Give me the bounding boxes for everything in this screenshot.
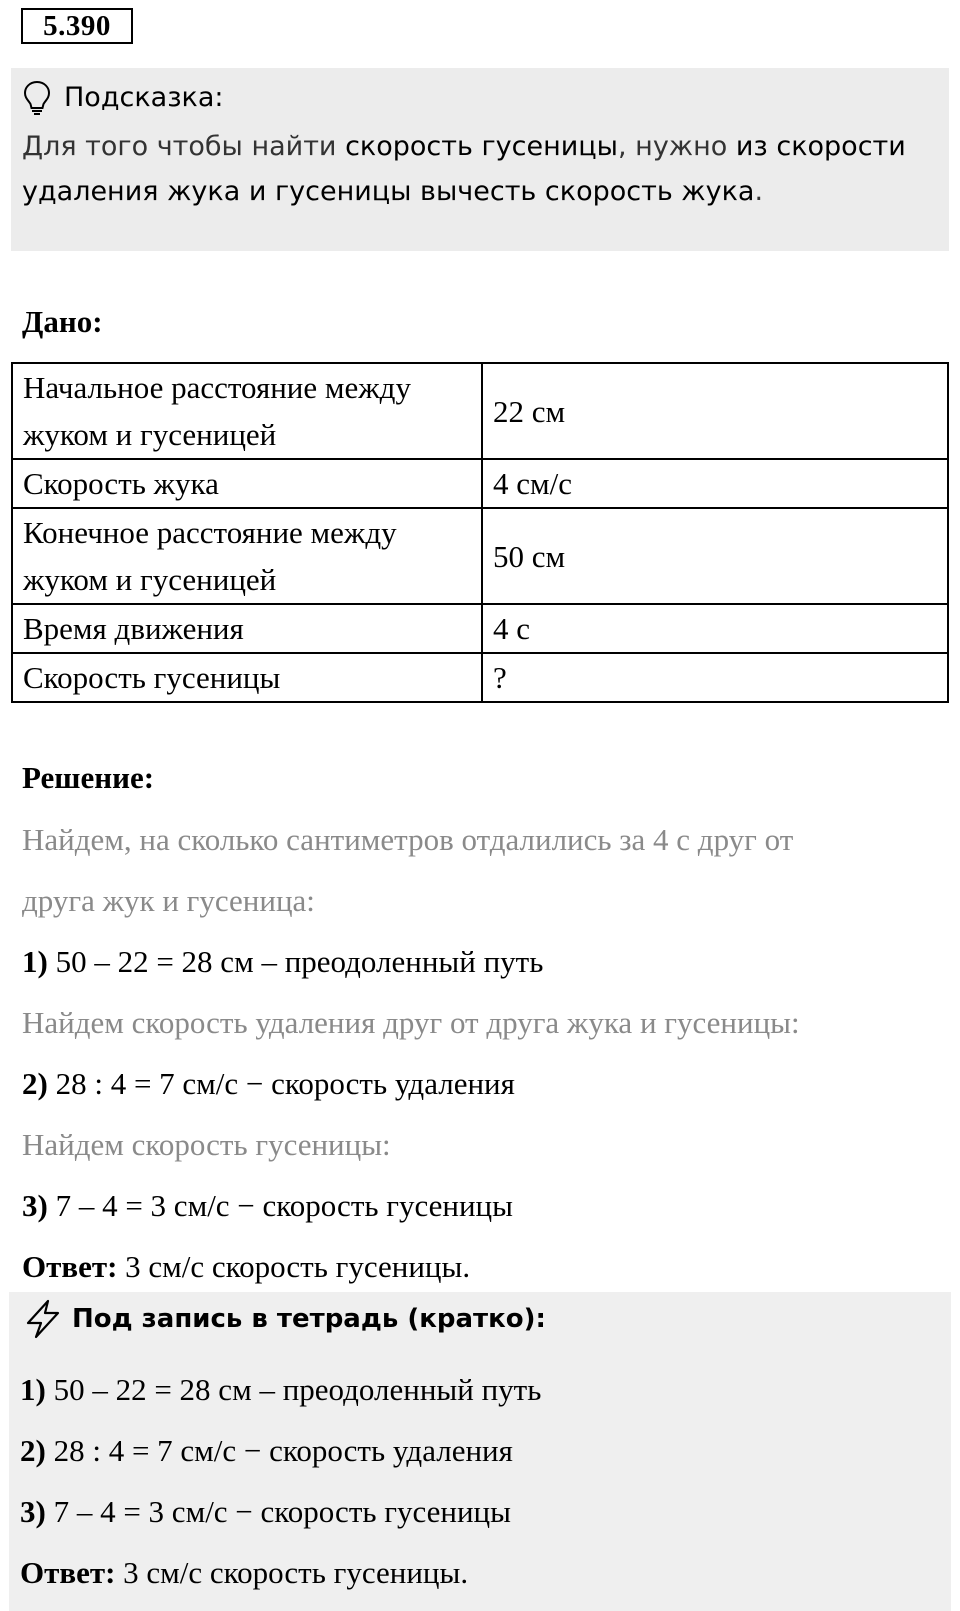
given-label: Время движения	[12, 604, 482, 653]
step-number: 2)	[20, 1433, 46, 1468]
given-table	[11, 362, 949, 703]
short-step	[20, 1431, 513, 1471]
hint-text-part: Для того чтобы найти	[22, 131, 346, 162]
problem-number: 5.390	[21, 8, 133, 44]
step-text: 50 – 22 = 28 см – преодоленный путь	[45, 1372, 542, 1407]
short-header	[22, 1298, 546, 1340]
solution-comment: Найдем скорость удаления друг от друга жука и гусеницы:	[22, 1005, 800, 1040]
short-answer	[20, 1553, 468, 1593]
solution-step	[22, 1064, 515, 1104]
given-label: Конечное расстояние между жуком и гусеницей	[12, 508, 482, 604]
step-text: 50 – 22 = 28 см – преодоленный путь	[47, 944, 544, 979]
solution-step	[22, 1186, 513, 1226]
solution-comment: друга жук и гусеница:	[22, 883, 315, 918]
short-step	[20, 1370, 541, 1410]
given-value: 4 с	[482, 604, 948, 653]
table-row	[12, 604, 948, 653]
table-row	[12, 508, 948, 604]
answer-text: 3 см/с скорость гусеницы.	[117, 1249, 471, 1284]
given-title: Дано:	[22, 304, 103, 339]
table-row	[12, 653, 948, 702]
step-text: 7 – 4 = 3 см/с − скорость гусеницы	[47, 1188, 513, 1223]
short-title: Под запись в тетрадь (кратко):	[72, 1304, 546, 1334]
hint-title: Подсказка:	[64, 82, 224, 113]
solution-comment: Найдем скорость гусеницы:	[22, 1127, 391, 1162]
short-step	[20, 1492, 511, 1532]
given-label: Скорость гусеницы	[12, 653, 482, 702]
given-value: 22 см	[482, 363, 948, 459]
solution-comment: Найдем, на сколько сантиметров отдалились за 4 с друг от	[22, 822, 794, 857]
step-text: 28 : 4 = 7 см/с − скорость удаления	[45, 1433, 513, 1468]
lightning-icon	[22, 1299, 64, 1339]
lightbulb-icon	[22, 80, 52, 116]
step-number: 1)	[22, 944, 48, 979]
hint-text-part: .	[754, 176, 764, 207]
table-row	[12, 363, 948, 459]
given-value: 50 см	[482, 508, 948, 604]
given-value: ?	[482, 653, 948, 702]
given-label: Скорость жука	[12, 459, 482, 508]
hint-header	[22, 78, 224, 118]
solution-answer	[22, 1247, 470, 1287]
step-text: 7 – 4 = 3 см/с − скорость гусеницы	[45, 1494, 511, 1529]
answer-label: Ответ:	[20, 1555, 116, 1590]
hint-text-part: , нужно	[618, 131, 736, 162]
given-value: 4 см/с	[482, 459, 948, 508]
step-text: 28 : 4 = 7 см/с − скорость удаления	[47, 1066, 515, 1101]
table-row	[12, 459, 948, 508]
step-number: 3)	[22, 1188, 48, 1223]
solution-title: Решение:	[22, 760, 155, 795]
hint-text-highlight: из скорости удаления жука и гусеницы вычесть скорость жука	[22, 131, 906, 207]
solution-step	[22, 942, 543, 982]
hint-text	[22, 124, 942, 214]
step-number: 2)	[22, 1066, 48, 1101]
answer-label: Ответ:	[22, 1249, 118, 1284]
step-number: 3)	[20, 1494, 46, 1529]
answer-text: 3 см/с скорость гусеницы.	[115, 1555, 469, 1590]
step-number: 1)	[20, 1372, 46, 1407]
given-label: Начальное расстояние между жуком и гусеницей	[12, 363, 482, 459]
hint-text-highlight: скорость гусеницы	[345, 131, 618, 162]
